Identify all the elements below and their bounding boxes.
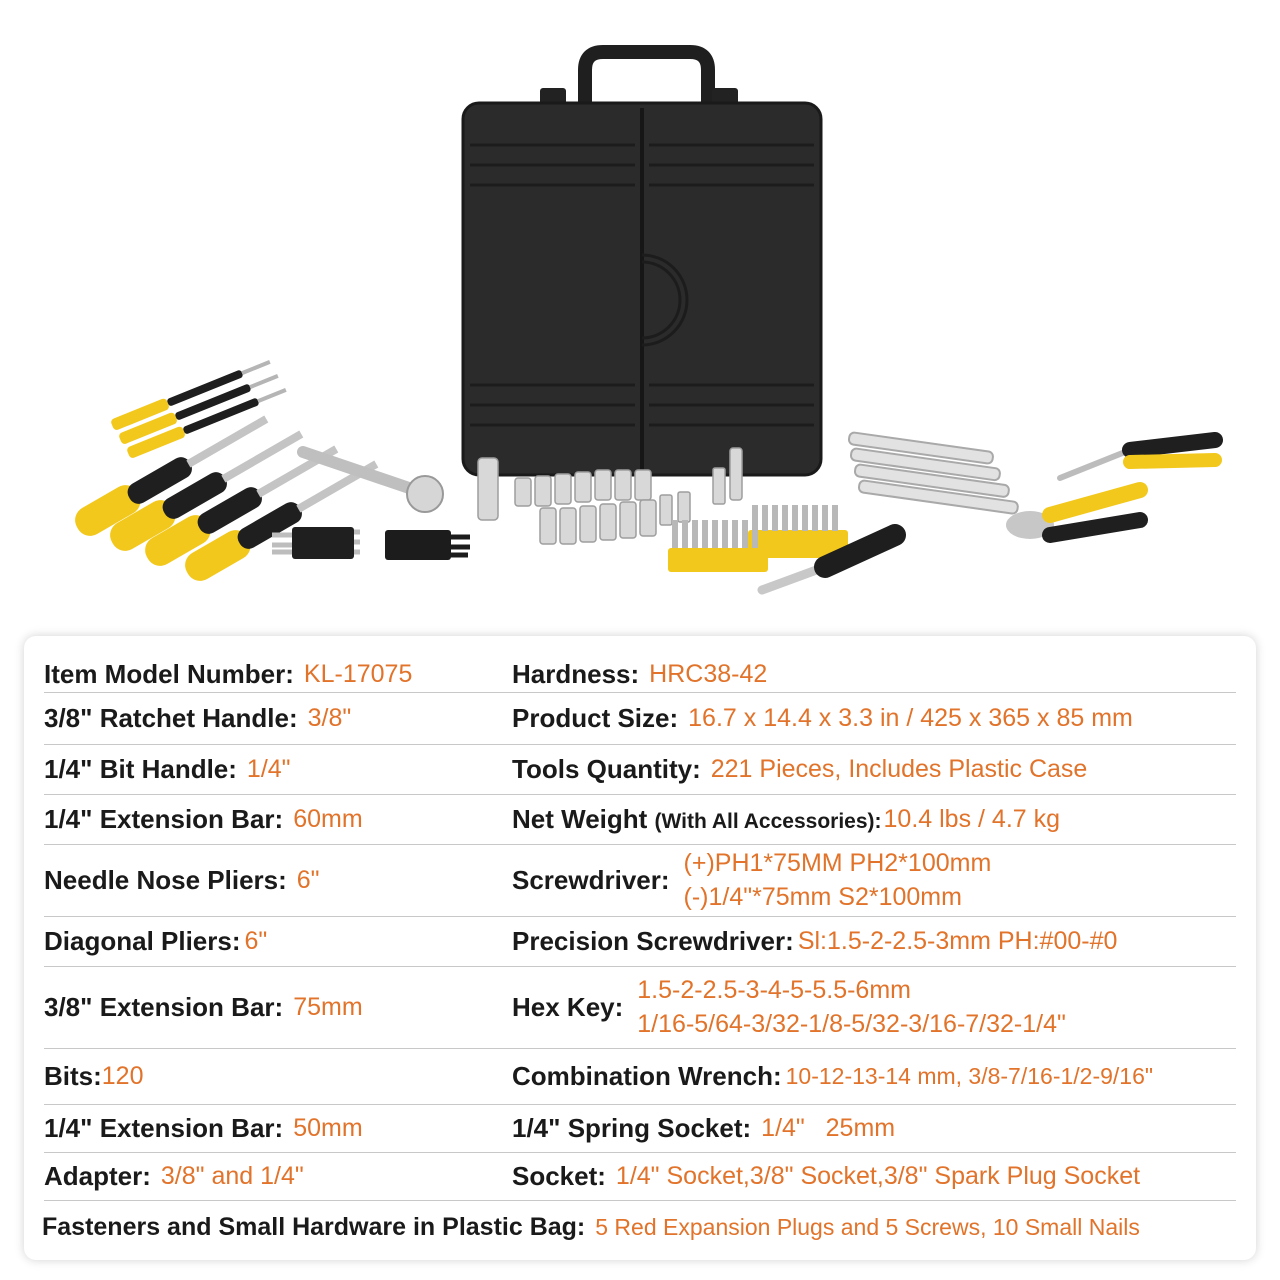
spec-label: Bits: xyxy=(44,1060,102,1091)
spec-value: 50mm xyxy=(293,1113,363,1142)
spec-label-note: (With All Accessories): xyxy=(654,809,882,833)
spec-label: Tools Quantity: xyxy=(512,753,701,784)
spec-label: Hardness: xyxy=(512,658,640,689)
hex-keys-metric xyxy=(272,527,360,559)
combination-wrenches xyxy=(848,432,1018,514)
spec-value: 120 xyxy=(101,1061,144,1090)
spec-label: 1/4" Extension Bar: xyxy=(44,803,284,834)
spec-label: Item Model Number: xyxy=(44,658,294,689)
spec-label: Diagonal Pliers: xyxy=(44,925,241,956)
spec-value: 3/8" xyxy=(307,703,352,732)
spec-label: Adapter: xyxy=(44,1160,151,1191)
spec-label: 3/8" Ratchet Handle: xyxy=(44,702,298,733)
spec-row xyxy=(44,966,1236,1049)
spec-label: Precision Screwdriver: xyxy=(512,925,794,956)
spec-label: Net Weight xyxy=(512,803,648,834)
spec-row xyxy=(44,656,1236,693)
spec-value: 3/8" and 1/4" xyxy=(160,1161,304,1190)
spec-label: Screwdriver: xyxy=(512,864,670,895)
spec-row xyxy=(44,1152,1236,1201)
spec-value: 6" xyxy=(244,926,268,955)
spec-label: 1/4" Bit Handle: xyxy=(44,753,237,784)
spec-value: 60mm xyxy=(293,804,363,833)
spec-value: 6" xyxy=(296,865,320,894)
spec-label: 1/4" Extension Bar: xyxy=(44,1112,284,1143)
spec-row xyxy=(44,1202,1236,1252)
spec-value: 75mm xyxy=(293,992,363,1021)
spec-value: (+)PH1*75MM PH2*100mm xyxy=(683,849,992,877)
spec-value: 16.7 x 14.4 x 3.3 in / 425 x 365 x 85 mm xyxy=(688,703,1133,732)
diagonal-pliers xyxy=(1006,490,1140,539)
spec-row xyxy=(44,692,1236,745)
precision-screwdrivers xyxy=(110,356,288,459)
spec-label: Needle Nose Pliers: xyxy=(44,864,287,895)
hex-keys-sae xyxy=(385,530,470,560)
spec-value: 1/16-5/64-3/32-1/8-5/32-3/16-7/32-1/4" xyxy=(637,1010,1066,1038)
spec-card xyxy=(24,636,1256,1260)
spec-label: 1/4" Spring Socket: xyxy=(512,1112,752,1143)
spec-value: HRC38-42 xyxy=(649,659,768,688)
ratchet-handle xyxy=(303,452,443,512)
spec-row xyxy=(44,1048,1236,1105)
carrying-case xyxy=(463,52,821,475)
spec-value: 1/4" xyxy=(246,754,291,783)
spec-label: Hex Key: xyxy=(512,991,624,1022)
spec-row xyxy=(44,794,1236,845)
spec-value: 1/4" Socket,3/8" Socket,3/8" Spark Plug Socket xyxy=(615,1161,1141,1190)
spec-row xyxy=(44,1104,1236,1153)
needle-nose-pliers xyxy=(1060,440,1215,478)
spec-label: 3/8" Extension Bar: xyxy=(44,991,284,1022)
spec-label: Combination Wrench: xyxy=(512,1060,782,1091)
spec-value: 10.4 lbs / 4.7 kg xyxy=(883,804,1061,833)
spec-label: Socket: xyxy=(512,1160,606,1191)
spec-value: 1.5-2-2.5-3-4-5-5.5-6mm xyxy=(637,976,911,1004)
spec-value: 5 Red Expansion Plugs and 5 Screws, 10 Small Nails xyxy=(595,1213,1140,1240)
spec-label: Product Size: xyxy=(512,702,679,733)
spec-row xyxy=(44,744,1236,795)
spec-value: 1/4" 25mm xyxy=(761,1113,896,1142)
spec-value: 221 Pieces, Includes Plastic Case xyxy=(710,754,1088,783)
spec-value: Sl:1.5-2-2.5-3mm PH:#00-#0 xyxy=(797,926,1118,955)
spec-value: KL-17075 xyxy=(303,659,413,688)
spec-label: Fasteners and Small Hardware in Plastic Bag: xyxy=(42,1212,586,1241)
spec-row xyxy=(44,844,1236,917)
spec-value: 10-12-13-14 mm, 3/8-7/16-1/2-9/16" xyxy=(785,1062,1154,1089)
tool-kit-photo xyxy=(0,0,1280,625)
spec-value: (-)1/4"*75mm S2*100mm xyxy=(683,883,962,911)
spec-row xyxy=(44,916,1236,967)
